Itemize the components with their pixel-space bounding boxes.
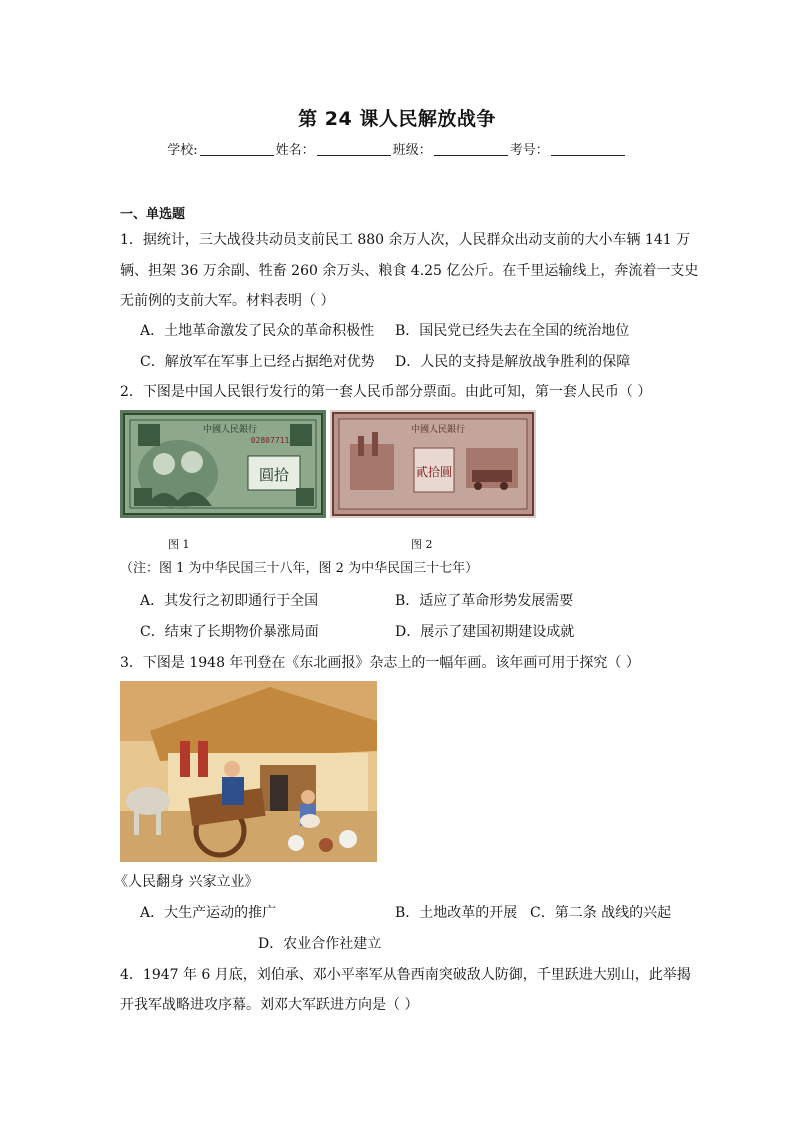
figure-2-caption: 图 2 bbox=[411, 538, 433, 551]
school-blank bbox=[200, 141, 274, 156]
q2-option-c: C．结束了长期物价暴涨局面 bbox=[140, 624, 319, 640]
q3-option-c: C．第二条 战线的兴起 bbox=[530, 905, 672, 921]
q1-option-b: B．国民党已经失去在全国的统治地位 bbox=[395, 323, 630, 339]
name-label: 姓名： bbox=[275, 143, 315, 158]
note2-value: 貳拾圓 bbox=[415, 465, 453, 479]
class-label: 班级： bbox=[392, 143, 432, 158]
note2-bank-name: 中國人民銀行 bbox=[410, 425, 466, 435]
q4-line-2: 开我军战略进攻序幕。刘邓大军跃进方向是（ ） bbox=[120, 997, 419, 1013]
note1-bank-name: 中國人民銀行 bbox=[202, 425, 258, 435]
page-title: 第 24 课人民解放战争 bbox=[298, 108, 496, 130]
note1-serial: 02807711 bbox=[250, 436, 290, 445]
q3-option-b: B．土地改革的开展 bbox=[395, 905, 518, 921]
student-info-line bbox=[0, 139, 794, 158]
q2-option-a: A．其发行之初即通行于全国 bbox=[140, 593, 319, 609]
q1-option-d: D．人民的支持是解放战争胜利的保障 bbox=[395, 354, 631, 370]
q1-line-1: 1．据统计，三大战役共动员支前民工 880 余万人次，人民群众出动支前的大小车辆 141 万 bbox=[120, 232, 691, 248]
q1-line-3: 无前例的支前大军。材料表明（ ） bbox=[120, 293, 335, 309]
exam-no-blank bbox=[551, 141, 625, 156]
banknote-figure-2 bbox=[330, 410, 536, 518]
painting-title: 《人民翻身 兴家立业》 bbox=[114, 874, 259, 890]
name-blank bbox=[317, 141, 391, 156]
figure-1-caption: 图 1 bbox=[168, 538, 190, 551]
q2-note: （注：图 1 为中华民国三十八年，图 2 为中华民国三十七年） bbox=[120, 561, 479, 576]
q1-line-2: 辆、担架 36 万余副、牲畜 260 余万头、粮食 4.25 亿公斤。在千里运输线上，奔流着一支史 bbox=[120, 263, 699, 279]
section-heading: 一、单选题 bbox=[120, 207, 186, 222]
new-year-painting bbox=[120, 681, 377, 862]
q2-option-d: D．展示了建国初期建设成就 bbox=[395, 624, 575, 640]
class-blank bbox=[434, 141, 508, 156]
q3-option-d: D．农业合作社建立 bbox=[258, 936, 382, 952]
q3-option-a: A．大生产运动的推广 bbox=[140, 905, 277, 921]
q3-stem: 3．下图是 1948 年刊登在《东北画报》杂志上的一幅年画。该年画可用于探究（ ） bbox=[120, 655, 640, 671]
q2-stem: 2．下图是中国人民银行发行的第一套人民币部分票面。由此可知，第一套人民币（ ） bbox=[120, 384, 652, 400]
banknote-figure-1 bbox=[120, 410, 326, 518]
q1-option-c: C．解放军在军事上已经占据绝对优势 bbox=[140, 354, 375, 370]
note1-value: 圓拾 bbox=[258, 466, 290, 484]
q2-option-b: B．适应了革命形势发展需要 bbox=[395, 593, 574, 609]
school-label: 学校: bbox=[167, 143, 198, 158]
exam-no-label: 考号： bbox=[509, 143, 549, 158]
q1-option-a: A．土地革命激发了民众的革命积极性 bbox=[140, 323, 375, 339]
q4-line-1: 4．1947 年 6 月底，刘伯承、邓小平率军从鲁西南突破敌人防御，千里跃进大别山，此举揭 bbox=[120, 967, 691, 983]
